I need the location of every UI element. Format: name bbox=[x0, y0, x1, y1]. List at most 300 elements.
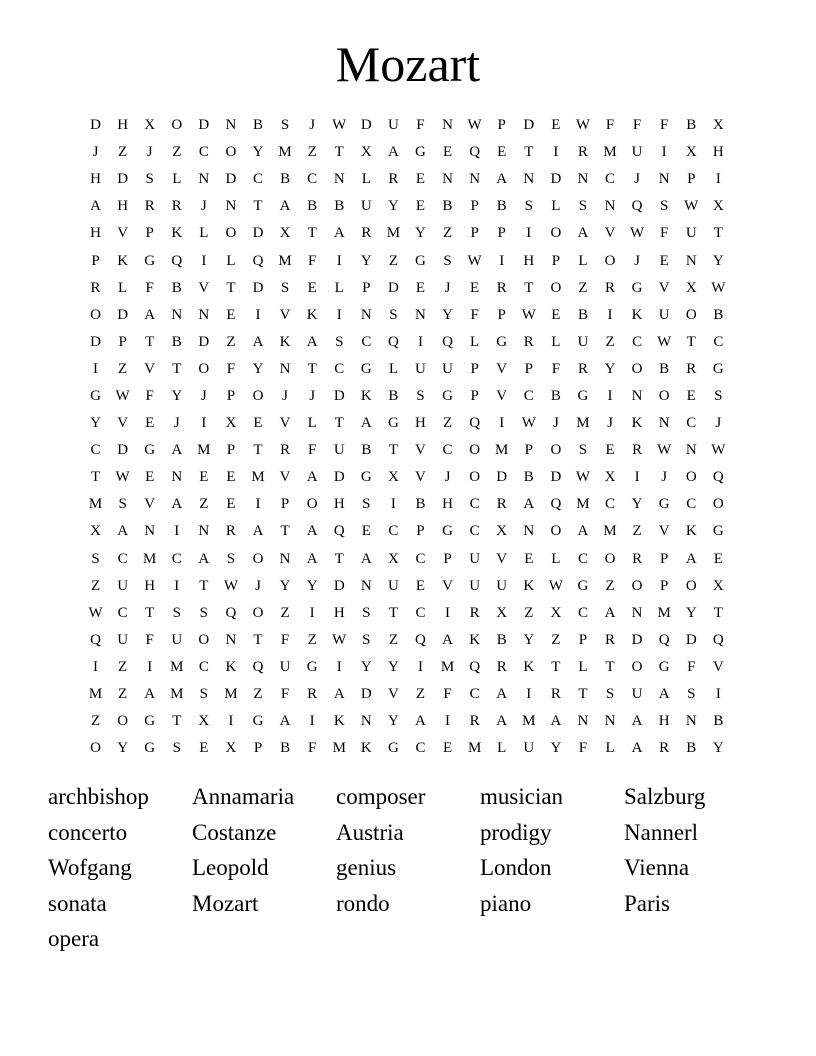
grid-letter: U bbox=[117, 631, 129, 648]
grid-letter: C bbox=[415, 604, 426, 621]
grid-letter: X bbox=[387, 469, 399, 486]
grid-letter: K bbox=[685, 523, 697, 540]
grid-letter: I bbox=[607, 387, 613, 404]
grid-letter: W bbox=[548, 577, 563, 594]
grid-letter: N bbox=[523, 523, 535, 540]
grid-letter: Q bbox=[415, 631, 426, 648]
grid-letter: I bbox=[390, 496, 396, 513]
grid-letter: W bbox=[711, 279, 726, 296]
grid-letter: O bbox=[685, 577, 697, 594]
grid-letter: A bbox=[496, 686, 508, 703]
grid-letter: K bbox=[469, 631, 481, 648]
grid-letter: S bbox=[335, 333, 344, 350]
grid-letter: X bbox=[496, 604, 508, 621]
grid-letter: Z bbox=[605, 577, 615, 594]
grid-letter: N bbox=[685, 442, 697, 459]
grid-letter: V bbox=[658, 523, 670, 540]
word-list-item: Leopold bbox=[192, 855, 269, 881]
grid-letter: X bbox=[712, 117, 724, 134]
grid-letter: R bbox=[90, 279, 101, 296]
grid-letter: B bbox=[171, 279, 182, 296]
grid-letter: R bbox=[144, 198, 155, 215]
grid-letter: J bbox=[282, 387, 288, 404]
grid-letter: J bbox=[200, 387, 207, 404]
grid-letter: G bbox=[306, 658, 318, 675]
grid-letter: F bbox=[145, 387, 154, 404]
grid-letter: M bbox=[440, 658, 455, 675]
grid-letter: N bbox=[442, 117, 453, 134]
grid-letter: P bbox=[226, 442, 236, 459]
grid-letter: R bbox=[659, 740, 670, 757]
grid-letter: Y bbox=[415, 225, 426, 242]
grid-letter: U bbox=[415, 360, 426, 377]
grid-letter: P bbox=[497, 306, 506, 323]
grid-letter: L bbox=[551, 550, 561, 567]
grid-letter: U bbox=[631, 144, 643, 161]
grid-letter: P bbox=[145, 225, 154, 242]
grid-letter: L bbox=[334, 279, 344, 296]
word-list-item: composer bbox=[336, 784, 426, 809]
grid-letter: J bbox=[444, 469, 451, 486]
grid-letter: I bbox=[526, 225, 532, 242]
grid-letter: A bbox=[685, 550, 697, 567]
grid-letter: G bbox=[658, 496, 670, 513]
word-list-item: musician bbox=[480, 784, 564, 809]
grid-letter: T bbox=[334, 550, 344, 567]
grid-letter: H bbox=[333, 496, 345, 513]
grid-letter: Z bbox=[90, 713, 101, 730]
grid-letter: Y bbox=[90, 415, 101, 432]
grid-letter: N bbox=[604, 198, 616, 215]
grid-letter: Y bbox=[523, 631, 535, 648]
grid-letter: G bbox=[631, 279, 643, 296]
grid-letter: M bbox=[657, 604, 671, 621]
grid-letter: X bbox=[712, 577, 724, 594]
grid-letter: A bbox=[442, 631, 453, 648]
grid-letter: L bbox=[470, 333, 480, 350]
grid-letter: R bbox=[686, 360, 697, 377]
grid-letter: I bbox=[201, 415, 207, 432]
grid-letter: W bbox=[630, 225, 645, 242]
grid-letter: D bbox=[117, 442, 129, 459]
grid-letter: F bbox=[416, 117, 425, 134]
grid-letter: A bbox=[306, 469, 318, 486]
grid-letter: I bbox=[228, 713, 234, 730]
grid-letter: I bbox=[174, 523, 180, 540]
grid-letter: E bbox=[442, 144, 453, 161]
grid-letter: P bbox=[470, 225, 479, 242]
grid-letter: Z bbox=[307, 144, 317, 161]
grid-letter: A bbox=[577, 225, 589, 242]
grid-letter: E bbox=[307, 279, 317, 296]
grid-letter: Y bbox=[442, 306, 453, 323]
grid-letter: I bbox=[607, 306, 613, 323]
grid-letter: U bbox=[577, 333, 589, 350]
grid-letter: C bbox=[198, 658, 209, 675]
grid-letter: I bbox=[309, 604, 315, 621]
word-list-item: archbishop bbox=[48, 784, 149, 809]
grid-letter: I bbox=[499, 415, 505, 432]
grid-letter: Y bbox=[712, 740, 724, 757]
grid-letter: N bbox=[171, 469, 183, 486]
grid-letter: U bbox=[523, 740, 535, 757]
grid-letter: M bbox=[197, 442, 211, 459]
grid-letter: R bbox=[632, 550, 643, 567]
grid-letter: T bbox=[253, 631, 263, 648]
grid-letter: E bbox=[199, 469, 209, 486]
grid-letter: M bbox=[88, 686, 103, 703]
word-list-item: sonata bbox=[48, 890, 107, 916]
grid-letter: O bbox=[631, 577, 643, 594]
grid-letter: G bbox=[577, 577, 589, 594]
grid-letter: S bbox=[172, 604, 181, 621]
grid-letter: V bbox=[279, 415, 291, 432]
grid-letter: P bbox=[578, 631, 588, 648]
grid-letter: B bbox=[442, 198, 453, 215]
grid-letter: Q bbox=[442, 333, 453, 350]
grid-letter: G bbox=[360, 469, 372, 486]
grid-letter: M bbox=[224, 686, 238, 703]
grid-letter: F bbox=[307, 252, 317, 269]
grid-letter: P bbox=[687, 171, 696, 188]
grid-letter: I bbox=[553, 144, 559, 161]
grid-letter: G bbox=[387, 415, 399, 432]
grid-letter: G bbox=[144, 252, 156, 269]
grid-letter: E bbox=[226, 306, 236, 323]
grid-letter: I bbox=[634, 469, 640, 486]
grid-letter: U bbox=[442, 360, 453, 377]
grid-letter: B bbox=[307, 198, 318, 215]
grid-letter: B bbox=[713, 306, 724, 323]
grid-letter: L bbox=[118, 279, 128, 296]
grid-letter: A bbox=[144, 686, 156, 703]
grid-letter: N bbox=[523, 171, 535, 188]
grid-letter: Y bbox=[631, 496, 643, 513]
grid-letter: R bbox=[307, 686, 318, 703]
grid-letter: N bbox=[685, 713, 697, 730]
grid-letter: T bbox=[713, 604, 723, 621]
grid-letter: S bbox=[280, 279, 290, 296]
grid-letter: W bbox=[115, 387, 130, 404]
grid-letter: T bbox=[199, 577, 209, 594]
grid-letter: X bbox=[90, 523, 101, 540]
grid-letter: K bbox=[306, 306, 318, 323]
grid-letter: G bbox=[252, 713, 264, 730]
grid-letter: N bbox=[631, 604, 643, 621]
grid-letter: A bbox=[171, 496, 183, 513]
grid-letter: J bbox=[444, 279, 451, 296]
word-list-item: Annamaria bbox=[192, 784, 295, 809]
grid-letter: Q bbox=[469, 415, 481, 432]
grid-letter: F bbox=[605, 117, 615, 134]
grid-letter: T bbox=[524, 144, 534, 161]
grid-letter: A bbox=[171, 442, 183, 459]
grid-letter: U bbox=[496, 577, 508, 594]
grid-letter: J bbox=[634, 171, 641, 188]
word-list-item: piano bbox=[480, 890, 532, 916]
grid-letter: K bbox=[225, 658, 237, 675]
grid-letter: N bbox=[360, 713, 372, 730]
grid-letter: G bbox=[577, 387, 589, 404]
grid-letter: O bbox=[171, 117, 183, 134]
grid-letter: Y bbox=[387, 713, 399, 730]
grid-letter: N bbox=[658, 415, 670, 432]
grid-letter: N bbox=[360, 577, 372, 594]
grid-letter: P bbox=[91, 252, 100, 269]
grid-letter: B bbox=[686, 117, 697, 134]
grid-letter: K bbox=[631, 306, 643, 323]
grid-letter: V bbox=[144, 496, 156, 513]
grid-letter: D bbox=[117, 171, 129, 188]
grid-letter: P bbox=[470, 198, 479, 215]
grid-letter: A bbox=[333, 225, 345, 242]
grid-letter: A bbox=[252, 333, 264, 350]
grid-letter: I bbox=[309, 713, 315, 730]
grid-letter: A bbox=[496, 171, 508, 188]
grid-letter: M bbox=[278, 252, 292, 269]
grid-letter: Y bbox=[252, 360, 264, 377]
grid-letter: R bbox=[496, 279, 507, 296]
grid-letter: N bbox=[631, 387, 643, 404]
grid-letter: U bbox=[387, 577, 399, 594]
grid-letter: W bbox=[575, 117, 591, 134]
grid-letter: P bbox=[362, 279, 371, 296]
grid-letter: D bbox=[225, 171, 237, 188]
grid-letter: C bbox=[415, 550, 426, 567]
grid-letter: F bbox=[307, 442, 317, 459]
grid-letter: K bbox=[523, 577, 535, 594]
grid-letter: N bbox=[198, 306, 210, 323]
grid-letter: F bbox=[443, 686, 452, 703]
grid-letter: T bbox=[280, 523, 290, 540]
word-list-item: London bbox=[480, 855, 552, 881]
grid-letter: M bbox=[522, 713, 536, 730]
grid-letter: D bbox=[198, 117, 210, 134]
grid-letter: A bbox=[631, 740, 643, 757]
grid-letter: N bbox=[144, 523, 156, 540]
grid-letter: Z bbox=[118, 144, 128, 161]
grid-letter: C bbox=[577, 550, 588, 567]
grid-letter: Y bbox=[117, 740, 129, 757]
grid-letter: H bbox=[712, 144, 724, 161]
grid-letter: P bbox=[497, 225, 506, 242]
grid-letter: Y bbox=[550, 740, 562, 757]
grid-letter: W bbox=[521, 306, 536, 323]
grid-letter: U bbox=[117, 577, 129, 594]
grid-letter: S bbox=[362, 604, 371, 621]
grid-letter: E bbox=[415, 577, 426, 594]
grid-letter: O bbox=[631, 658, 643, 675]
grid-letter: B bbox=[713, 713, 724, 730]
grid-letter: V bbox=[415, 442, 426, 459]
grid-letter: B bbox=[659, 360, 670, 377]
grid-letter: O bbox=[604, 550, 616, 567]
grid-letter: A bbox=[360, 415, 372, 432]
grid-letter: N bbox=[333, 171, 345, 188]
grid-letter: C bbox=[523, 387, 534, 404]
word-list-item: Salzburg bbox=[624, 784, 706, 809]
grid-letter: D bbox=[523, 117, 535, 134]
grid-letter: Z bbox=[524, 604, 534, 621]
grid-letter: Z bbox=[551, 631, 561, 648]
grid-letter: M bbox=[88, 496, 103, 513]
grid-letter: G bbox=[496, 333, 508, 350]
grid-letter: B bbox=[496, 631, 507, 648]
grid-letter: D bbox=[550, 469, 562, 486]
grid-letter: O bbox=[90, 306, 101, 323]
grid-letter: J bbox=[552, 415, 559, 432]
grid-letter: I bbox=[445, 713, 451, 730]
grid-letter: D bbox=[387, 279, 399, 296]
grid-letter: I bbox=[336, 252, 342, 269]
grid-letter: H bbox=[523, 252, 535, 269]
grid-letter: A bbox=[252, 523, 264, 540]
grid-letter: J bbox=[255, 577, 261, 594]
grid-letter: D bbox=[360, 686, 372, 703]
grid-letter: C bbox=[90, 442, 101, 459]
grid-letter: Z bbox=[118, 658, 128, 675]
grid-letter: H bbox=[415, 415, 426, 432]
grid-letter: R bbox=[469, 604, 480, 621]
grid-letter: O bbox=[252, 550, 264, 567]
grid-letter: C bbox=[577, 604, 588, 621]
grid-letter: U bbox=[387, 117, 399, 134]
grid-letter: P bbox=[118, 333, 127, 350]
grid-letter: R bbox=[225, 523, 236, 540]
grid-letter: Q bbox=[333, 523, 345, 540]
grid-letter: I bbox=[336, 306, 342, 323]
grid-letter: V bbox=[604, 225, 616, 242]
grid-letter: P bbox=[280, 496, 290, 513]
grid-letter: J bbox=[309, 117, 316, 134]
grid-letter: W bbox=[684, 198, 699, 215]
grid-letter: N bbox=[577, 713, 589, 730]
grid-letter: P bbox=[416, 523, 425, 540]
grid-letter: L bbox=[605, 740, 615, 757]
grid-letter: X bbox=[279, 225, 291, 242]
grid-letter: F bbox=[660, 117, 669, 134]
grid-letter: E bbox=[253, 415, 263, 432]
grid-letter: L bbox=[199, 225, 209, 242]
grid-letter: X bbox=[604, 469, 616, 486]
grid-letter: T bbox=[686, 333, 696, 350]
grid-letter: V bbox=[442, 577, 453, 594]
grid-letter: Z bbox=[605, 333, 615, 350]
grid-letter: W bbox=[711, 442, 726, 459]
grid-letter: T bbox=[90, 469, 101, 486]
grid-letter: N bbox=[577, 171, 589, 188]
grid-letter: V bbox=[279, 469, 291, 486]
grid-letter: B bbox=[686, 740, 697, 757]
grid-letter: N bbox=[360, 306, 372, 323]
grid-letter: D bbox=[252, 279, 264, 296]
grid-letter: O bbox=[685, 469, 697, 486]
grid-letter: P bbox=[443, 550, 452, 567]
grid-letter: T bbox=[334, 415, 344, 432]
grid-letter: P bbox=[524, 442, 533, 459]
grid-letter: T bbox=[551, 658, 561, 675]
grid-letter: Y bbox=[252, 144, 264, 161]
grid-letter: D bbox=[90, 333, 101, 350]
grid-letter: E bbox=[686, 387, 696, 404]
grid-letter: L bbox=[307, 415, 317, 432]
grid-letter: E bbox=[226, 496, 236, 513]
grid-letter: Q bbox=[387, 333, 399, 350]
grid-letter: P bbox=[524, 360, 533, 377]
grid-letter: W bbox=[575, 469, 591, 486]
grid-letter: H bbox=[117, 198, 129, 215]
grid-letter: J bbox=[634, 252, 641, 269]
grid-letter: B bbox=[415, 496, 426, 513]
grid-letter: I bbox=[255, 306, 261, 323]
grid-letter: V bbox=[387, 686, 399, 703]
grid-letter: K bbox=[279, 333, 291, 350]
grid-letter: X bbox=[198, 713, 210, 730]
grid-letter: Z bbox=[199, 496, 209, 513]
grid-letter: M bbox=[386, 225, 401, 242]
word-list-item: opera bbox=[48, 926, 100, 952]
grid-letter: R bbox=[496, 496, 507, 513]
grid-letter: A bbox=[333, 686, 345, 703]
grid-letter: A bbox=[550, 713, 562, 730]
grid-letter: E bbox=[442, 740, 453, 757]
grid-letter: T bbox=[388, 442, 398, 459]
grid-letter: S bbox=[172, 740, 181, 757]
grid-letter: W bbox=[521, 415, 536, 432]
grid-letter: B bbox=[334, 198, 345, 215]
grid-letter: X bbox=[387, 550, 399, 567]
grid-letter: Q bbox=[712, 631, 724, 648]
grid-letter: E bbox=[659, 252, 669, 269]
grid-letter: E bbox=[145, 415, 155, 432]
word-list-item: Nannerl bbox=[624, 819, 699, 845]
grid-letter: H bbox=[658, 713, 670, 730]
grid-letter: K bbox=[631, 415, 643, 432]
grid-letter: O bbox=[90, 740, 101, 757]
grid-letter: Z bbox=[280, 604, 290, 621]
grid-letter: E bbox=[199, 740, 209, 757]
grid-letter: Z bbox=[90, 577, 101, 594]
grid-letter: W bbox=[332, 631, 347, 648]
grid-letter: D bbox=[631, 631, 643, 648]
grid-letter: O bbox=[604, 252, 616, 269]
grid-letter: T bbox=[253, 198, 263, 215]
grid-letter: X bbox=[496, 523, 508, 540]
grid-letter: V bbox=[279, 306, 291, 323]
grid-letter: P bbox=[470, 360, 479, 377]
grid-letter: C bbox=[442, 442, 453, 459]
grid-letter: T bbox=[172, 713, 182, 730]
grid-letter: Y bbox=[360, 252, 372, 269]
grid-letter: E bbox=[415, 171, 426, 188]
grid-letter: R bbox=[469, 713, 480, 730]
grid-letter: I bbox=[417, 333, 423, 350]
grid-letter: P bbox=[660, 577, 669, 594]
grid-letter: W bbox=[223, 577, 239, 594]
grid-letter: N bbox=[442, 171, 453, 188]
grid-letter: Y bbox=[387, 198, 399, 215]
grid-letter: E bbox=[415, 279, 426, 296]
grid-letter: O bbox=[469, 442, 481, 459]
grid-letter: C bbox=[469, 686, 480, 703]
grid-letter: E bbox=[551, 306, 561, 323]
grid-letter: T bbox=[334, 144, 344, 161]
grid-letter: X bbox=[685, 279, 697, 296]
grid-letter: Q bbox=[171, 252, 183, 269]
grid-letter: T bbox=[253, 442, 263, 459]
word-list-item: Mozart bbox=[192, 890, 259, 916]
grid-letter: V bbox=[496, 387, 508, 404]
